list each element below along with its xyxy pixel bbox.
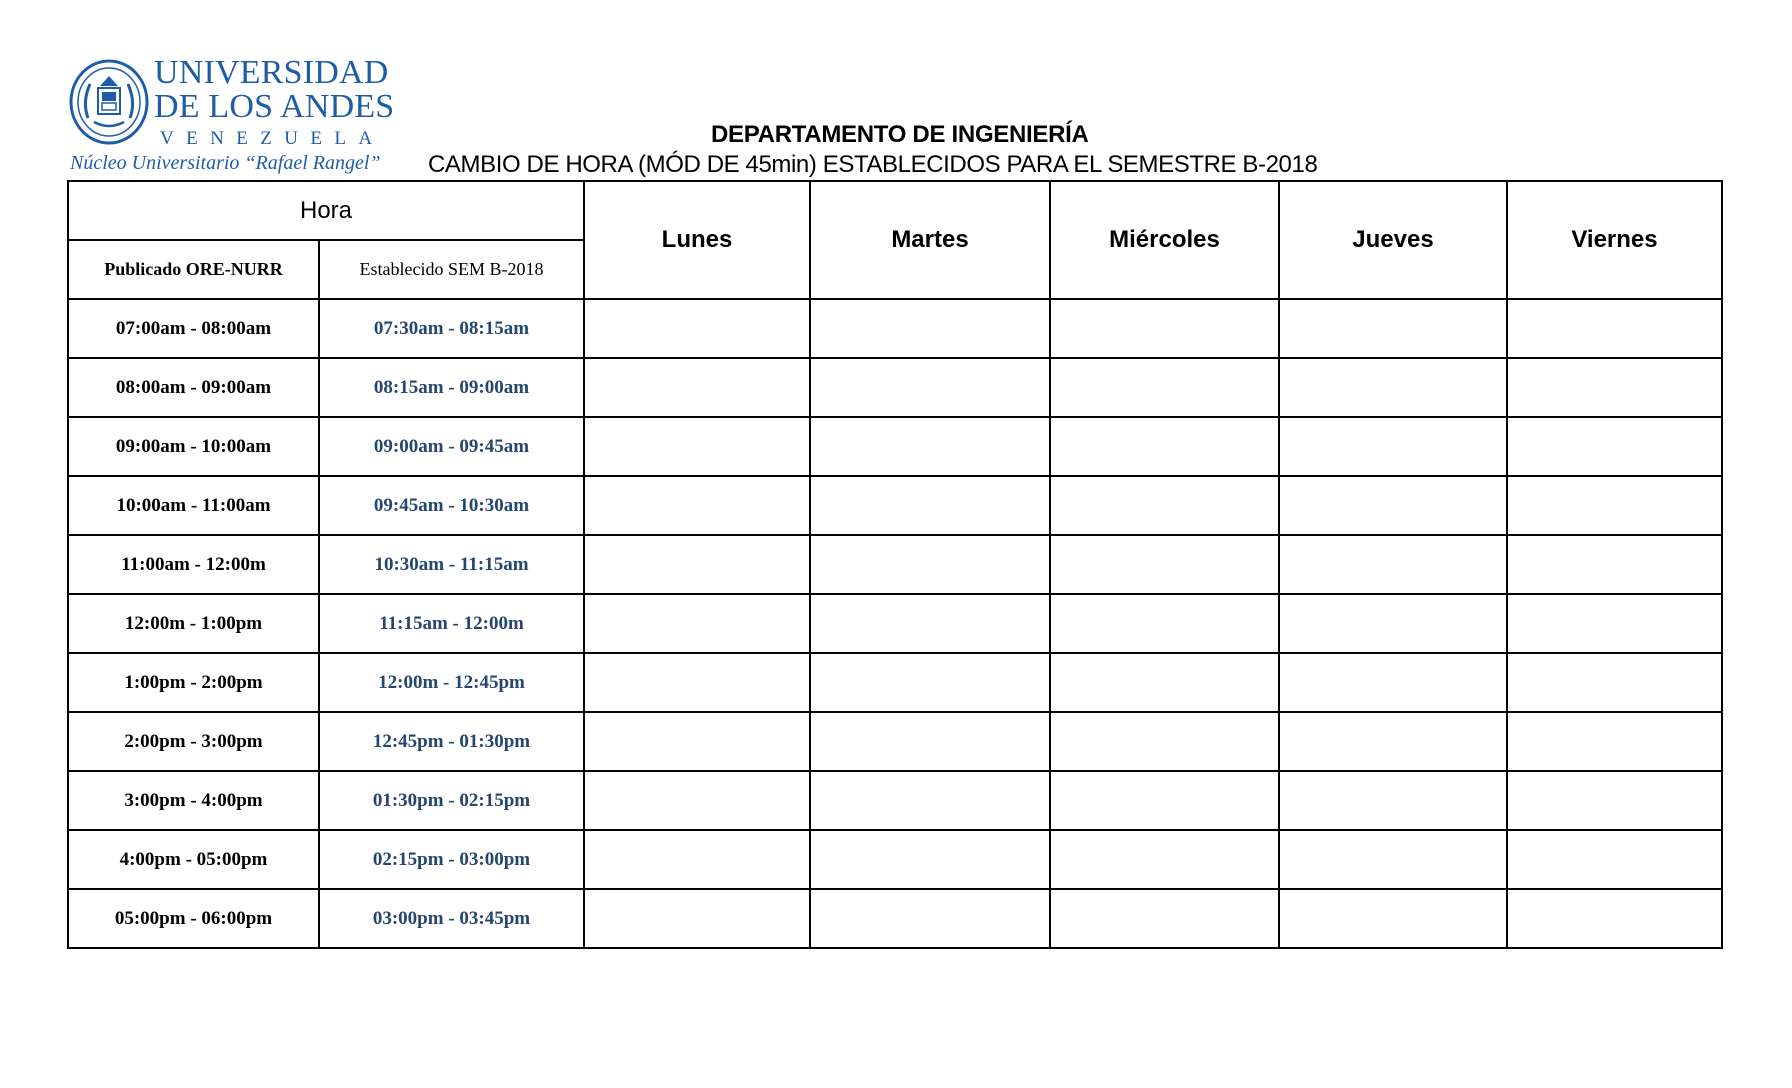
published-time-cell: 05:00pm - 06:00pm [68, 889, 319, 948]
established-time-cell: 11:15am - 12:00m [319, 594, 584, 653]
schedule-slot-cell [1279, 712, 1507, 771]
table-row [68, 771, 1722, 830]
established-time-cell: 08:15am - 09:00am [319, 358, 584, 417]
day-header-viernes: Viernes [1507, 181, 1722, 299]
schedule-slot-cell [1279, 417, 1507, 476]
day-header-jueves: Jueves [1279, 181, 1507, 299]
schedule-slot-cell [1279, 594, 1507, 653]
schedule-table [67, 180, 1723, 949]
logo-name-line2: DE LOS ANDES [154, 88, 395, 125]
schedule-slot-cell [584, 594, 810, 653]
published-time-cell: 3:00pm - 4:00pm [68, 771, 319, 830]
schedule-slot-cell [810, 417, 1050, 476]
established-time-cell: 01:30pm - 02:15pm [319, 771, 584, 830]
established-time-cell: 03:00pm - 03:45pm [319, 889, 584, 948]
table-row [68, 299, 1722, 358]
schedule-slot-cell [1507, 476, 1722, 535]
schedule-slot-cell [584, 712, 810, 771]
schedule-slot-cell [1507, 358, 1722, 417]
schedule-slot-cell [810, 771, 1050, 830]
schedule-slot-cell [1507, 417, 1722, 476]
schedule-body [68, 299, 1722, 948]
published-column-header: Publicado ORE-NURR [68, 240, 319, 299]
schedule-slot-cell [810, 712, 1050, 771]
schedule-slot-cell [1507, 594, 1722, 653]
schedule-slot-cell [1050, 358, 1279, 417]
established-time-cell: 07:30am - 08:15am [319, 299, 584, 358]
schedule-slot-cell [1279, 830, 1507, 889]
schedule-slot-cell [584, 299, 810, 358]
day-header-lunes: Lunes [584, 181, 810, 299]
hora-header: Hora [68, 181, 584, 240]
table-row [68, 358, 1722, 417]
schedule-slot-cell [810, 830, 1050, 889]
table-row [68, 535, 1722, 594]
schedule-slot-cell [1279, 771, 1507, 830]
schedule-slot-cell [584, 771, 810, 830]
established-time-cell: 12:45pm - 01:30pm [319, 712, 584, 771]
logo-nucleo: Núcleo Universitario “Rafael Rangel” [70, 152, 381, 174]
schedule-subtitle: CAMBIO DE HORA (MÓD DE 45min) ESTABLECIDOS PARA EL SEMESTRE B-2018 [428, 151, 1318, 178]
table-row [68, 653, 1722, 712]
schedule-slot-cell [1279, 889, 1507, 948]
established-time-cell: 12:00m - 12:45pm [319, 653, 584, 712]
established-time-cell: 02:15pm - 03:00pm [319, 830, 584, 889]
schedule-slot-cell [1050, 476, 1279, 535]
published-time-cell: 08:00am - 09:00am [68, 358, 319, 417]
table-row [68, 830, 1722, 889]
published-time-cell: 10:00am - 11:00am [68, 476, 319, 535]
schedule-slot-cell [1507, 653, 1722, 712]
established-time-cell: 09:00am - 09:45am [319, 417, 584, 476]
schedule-slot-cell [1279, 358, 1507, 417]
schedule-slot-cell [1507, 830, 1722, 889]
table-row [68, 712, 1722, 771]
schedule-slot-cell [810, 535, 1050, 594]
schedule-slot-cell [1279, 299, 1507, 358]
established-time-cell: 10:30am - 11:15am [319, 535, 584, 594]
table-row [68, 417, 1722, 476]
table-row [68, 889, 1722, 948]
schedule-slot-cell [584, 653, 810, 712]
schedule-slot-cell [1050, 299, 1279, 358]
schedule-slot-cell [1050, 653, 1279, 712]
logo-name-line1: UNIVERSIDAD [154, 54, 389, 91]
schedule-slot-cell [1050, 889, 1279, 948]
table-row [68, 476, 1722, 535]
schedule-slot-cell [810, 594, 1050, 653]
published-time-cell: 11:00am - 12:00m [68, 535, 319, 594]
logo-country: VENEZUELA [160, 128, 385, 149]
schedule-slot-cell [1050, 830, 1279, 889]
schedule-slot-cell [1050, 417, 1279, 476]
table-row [68, 594, 1722, 653]
schedule-slot-cell [1279, 476, 1507, 535]
established-column-header: Establecido SEM B-2018 [319, 240, 584, 299]
schedule-slot-cell [1050, 771, 1279, 830]
schedule-slot-cell [584, 476, 810, 535]
schedule-slot-cell [810, 358, 1050, 417]
schedule-slot-cell [810, 653, 1050, 712]
schedule-slot-cell [810, 299, 1050, 358]
established-time-cell: 09:45am - 10:30am [319, 476, 584, 535]
published-time-cell: 09:00am - 10:00am [68, 417, 319, 476]
schedule-slot-cell [584, 889, 810, 948]
schedule-slot-cell [1279, 535, 1507, 594]
schedule-slot-cell [1050, 535, 1279, 594]
schedule-slot-cell [1507, 299, 1722, 358]
schedule-slot-cell [1507, 535, 1722, 594]
schedule-slot-cell [584, 358, 810, 417]
schedule-slot-cell [1050, 712, 1279, 771]
day-header-martes: Martes [810, 181, 1050, 299]
university-seal-icon [68, 58, 150, 146]
department-title: DEPARTAMENTO DE INGENIERÍA [711, 121, 1089, 148]
published-time-cell: 1:00pm - 2:00pm [68, 653, 319, 712]
published-time-cell: 2:00pm - 3:00pm [68, 712, 319, 771]
university-logo [68, 56, 408, 176]
schedule-slot-cell [810, 476, 1050, 535]
day-header-miercoles: Miércoles [1050, 181, 1279, 299]
published-time-cell: 07:00am - 08:00am [68, 299, 319, 358]
schedule-slot-cell [1507, 771, 1722, 830]
schedule-slot-cell [810, 889, 1050, 948]
schedule-slot-cell [1279, 653, 1507, 712]
schedule-slot-cell [584, 535, 810, 594]
schedule-slot-cell [1507, 712, 1722, 771]
published-time-cell: 4:00pm - 05:00pm [68, 830, 319, 889]
schedule-slot-cell [584, 417, 810, 476]
schedule-slot-cell [584, 830, 810, 889]
published-time-cell: 12:00m - 1:00pm [68, 594, 319, 653]
schedule-slot-cell [1507, 889, 1722, 948]
schedule-slot-cell [1050, 594, 1279, 653]
